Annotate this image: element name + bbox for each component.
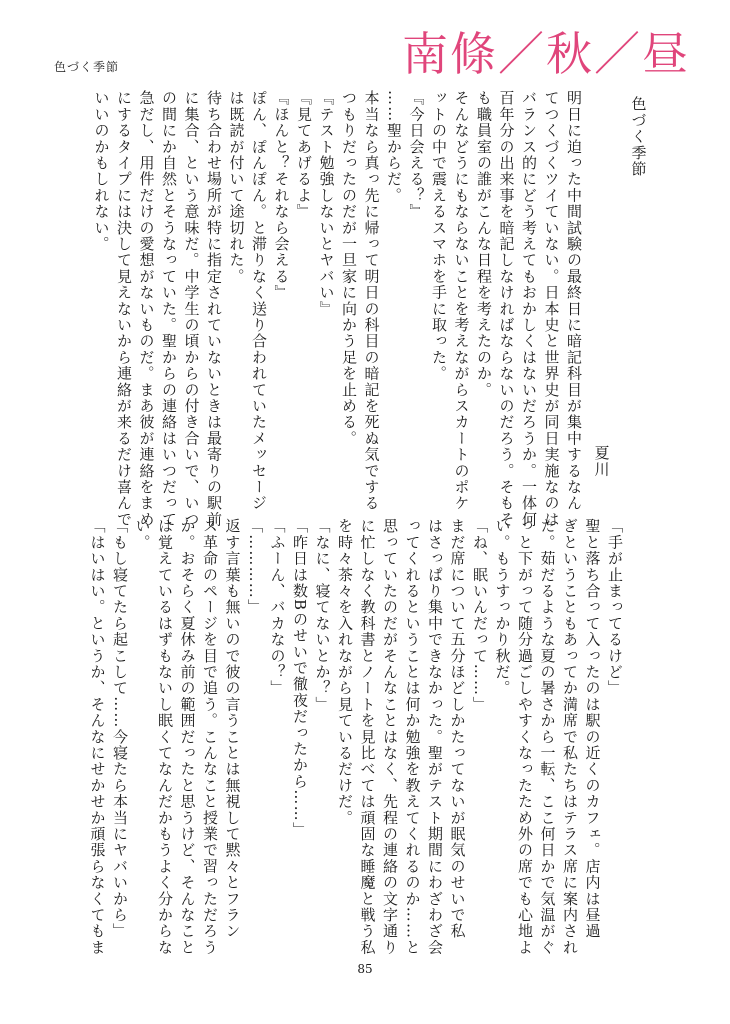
- text-line: つもりだったのだが一旦家に向かう足を止める。: [340, 90, 358, 447]
- text-line: はさっぱり集中できなかった。聖がテスト期間にわざわざ会: [426, 518, 444, 956]
- chapter-title: 南條／秋／昼: [402, 27, 690, 81]
- text-line: ぽん、ぽんぽん。と滞りなく送り合われていたメッセージ: [250, 90, 268, 512]
- text-line: 『ほんと？それなら会える』: [272, 90, 291, 301]
- text-line: は覚えているはずもないし眠くてなんだかもうよく分からな: [156, 518, 174, 956]
- text-line: 『テスト勉強しないとヤバい』: [317, 90, 336, 317]
- body-text-lower: [86, 518, 626, 956]
- text-line: 「ね、眠いんだって……」: [471, 518, 489, 713]
- text-line: い。: [133, 518, 152, 551]
- text-line: 思っていたのだがそんなことはなく、先程の連絡の文字通り: [381, 518, 399, 956]
- text-line: い。もうすっかり秋だ。: [493, 518, 512, 697]
- text-line: た。茹だるような夏の暑さから一転、ここ何日かで気温がぐ: [538, 518, 557, 956]
- body-text-upper: [90, 90, 585, 528]
- text-line: 明日に迫った中間試験の最終日に暗記科目が集中するなん: [565, 90, 583, 512]
- text-line: は既読が付いて途切れた。: [227, 90, 246, 285]
- text-line: ってくれるということは何か勉強を教えてくれるのか……と: [403, 518, 422, 956]
- author-name: 夏川: [592, 445, 611, 478]
- text-line: ぎということもあってか満席で私たちはテラス席に案内され: [561, 518, 579, 956]
- text-line: 「ふーん、バカなの？」: [268, 518, 287, 697]
- text-line: 本当なら真っ先に帰って明日の科目の暗記を死ぬ気でする: [362, 90, 381, 512]
- text-line: 「はいはい。というか、そんなにせかせか頑張らなくてもま: [88, 518, 107, 956]
- text-line: に集合、という意味だ。中学生の頃からの付き合いで、いつ: [182, 90, 201, 528]
- text-line: 『見てあげるよ』: [295, 90, 313, 220]
- text-line: 『今日会える？』: [407, 90, 426, 220]
- text-line: ットの中で震えるスマホを手に取った。: [430, 90, 448, 382]
- page-number: 85: [357, 962, 373, 976]
- text-line: 「なに、寝てないとか？」: [313, 518, 332, 713]
- text-line: 「手が止まってるけど」: [606, 518, 624, 697]
- text-line: 待ち合わせ場所が特に指定されていないときは最寄りの駅前: [205, 90, 223, 528]
- text-line: バランス的にどう考えてもおかしくはないだろうか。一体何: [520, 90, 538, 528]
- text-line: の間にか自然とそうなっていた。聖からの連絡はいつだって: [160, 90, 178, 528]
- text-line: そんなどうにもならないことを考えながらスカートのポケ: [452, 90, 471, 512]
- text-line: 「昨日は数Bのせいで徹夜だったから……」: [291, 518, 309, 839]
- text-line: 急だし、用件だけの愛想がないものだ。まあ彼が連絡をまめ: [137, 90, 156, 528]
- text-line: まだ席について五分ほどしかたってないが眠気のせいで私: [448, 518, 467, 940]
- text-line: 百年分の出来事を暗記しなければならないのだろう。そもそ: [497, 90, 516, 528]
- text-line: も職員室の誰がこんな日程を考えたのか。: [475, 90, 493, 398]
- text-line: てつくづくツイていない。日本史と世界史が同日実施なのは: [542, 90, 561, 528]
- text-line: に忙しなく教科書とノートを見比べては頑固な睡魔と戦う私: [358, 518, 377, 956]
- text-line: いいのかもしれない。: [92, 90, 111, 252]
- running-head: 色づく季節: [54, 60, 120, 74]
- text-line: っと下がって随分過ごしやすくなったため外の席でも心地よ: [516, 518, 534, 956]
- text-line: 返す言葉も無いので彼の言うことは無視して黙々とフラン: [223, 518, 242, 940]
- text-line: か。おそらく夏休み前の範囲だったと思うけど、そんなこと: [178, 518, 197, 956]
- text-line: 聖と落ち合って入ったのは駅の近くのカフェ。店内は昼過: [583, 518, 602, 940]
- text-line: にするタイプには決して見えないから連絡が来るだけ喜んで: [115, 90, 133, 528]
- text-line: 「もし寝てたら起こして……今寝たら本当にヤバいから」: [111, 518, 129, 940]
- text-line: ……聖からだ。: [385, 90, 403, 204]
- text-line: ス革命のページを目で追う。こんなこと授業で習っただろう: [201, 518, 219, 956]
- story-title: 色づく季節: [629, 96, 648, 177]
- text-line: を時々茶々を入れながら見ているだけだ。: [336, 518, 354, 826]
- text-line: 「…………」: [246, 518, 264, 616]
